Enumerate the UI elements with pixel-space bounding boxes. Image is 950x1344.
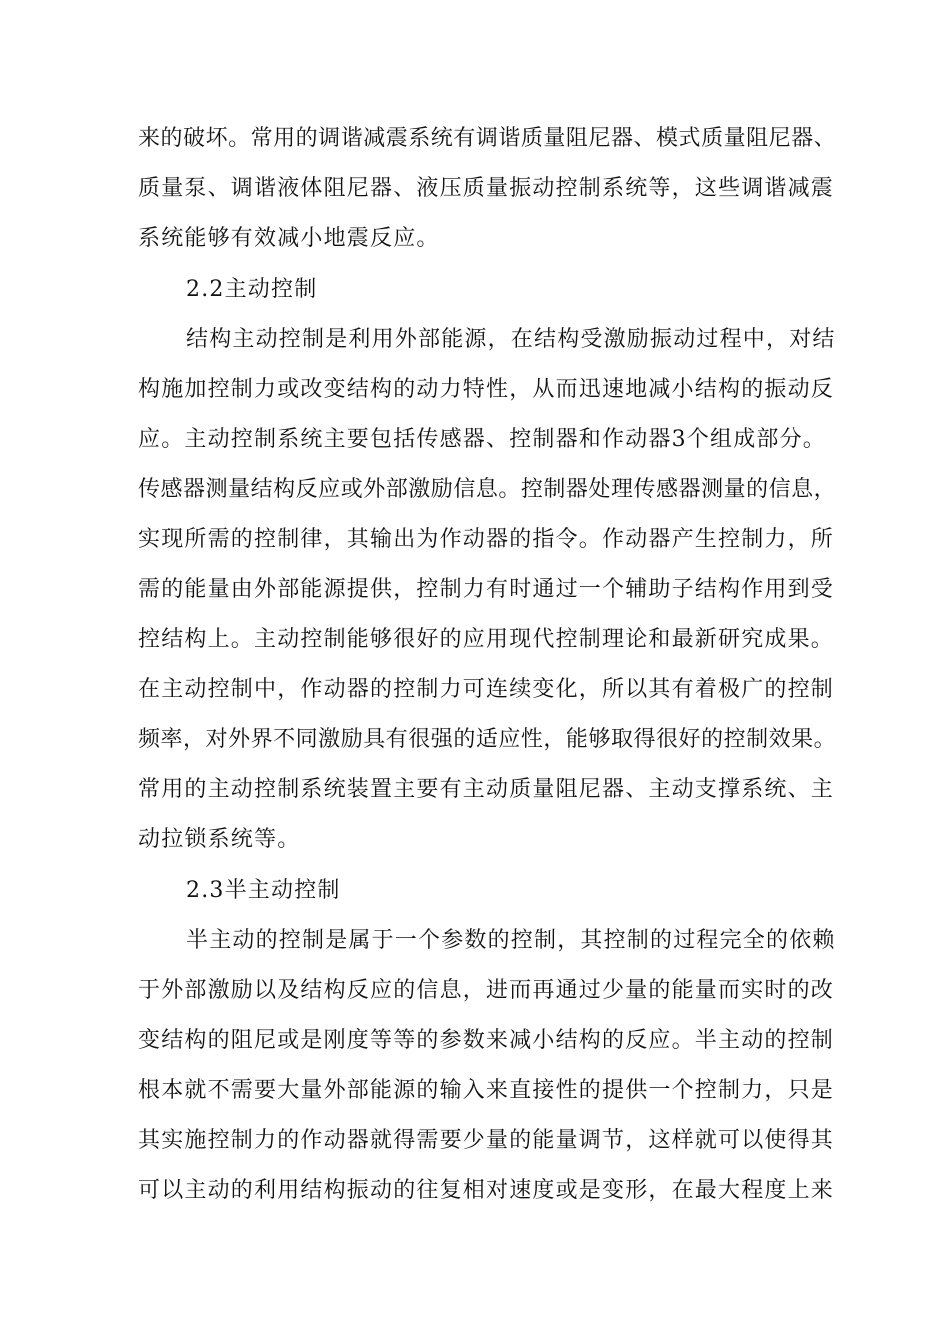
text-line: 其实施控制力的作动器就得需要少量的能量调节，这样就可以使得其 [138,1128,835,1153]
text-line: 控结构上。主动控制能够很好的应用现代控制理论和最新研究成果。 [138,627,835,652]
section-heading-2-3: 2.3半主动控制 [186,878,341,903]
text-line: 应。主动控制系统主要包括传感器、控制器和作动器3个组成部分。 [138,427,826,452]
text-line: 传感器测量结构反应或外部激励信息。控制器处理传感器测量的信息， [138,477,837,502]
text-line: 半主动的控制是属于一个参数的控制，其控制的过程完全的依赖 [186,928,836,953]
text-line: 变结构的阻尼或是刚度等等的参数来减小结构的反应。半主动的控制 [138,1028,835,1053]
text-line: 需的能量由外部能源提供，控制力有时通过一个辅助子结构作用到受 [138,577,835,602]
text-line: 于外部激励以及结构反应的信息，进而再通过少量的能量而实时的改 [138,978,835,1003]
text-line: 质量泵、调谐液体阻尼器、液压质量振动控制系统等，这些调谐减震 [138,176,835,201]
text-line: 动拉锁系统等。 [138,827,301,852]
text-line: 频率，对外界不同激励具有很强的适应性，能够取得很好的控制效果。 [138,727,837,752]
text-line: 可以主动的利用结构振动的往复相对速度或是变形，在最大程度上来 [138,1178,835,1203]
text-line: 构施加控制力或改变结构的动力特性，从而迅速地减小结构的振动反 [138,377,835,402]
text-line: 结构主动控制是利用外部能源，在结构受激励振动过程中，对结 [186,327,836,352]
text-line: 系统能够有效减小地震反应。 [138,226,440,251]
section-heading-2-2: 2.2主动控制 [186,277,318,302]
text-line: 常用的主动控制系统装置主要有主动质量阻尼器、主动支撑系统、主 [138,777,835,802]
text-line: 实现所需的控制律，其输出为作动器的指令。作动器产生控制力，所 [138,527,835,552]
text-line: 在主动控制中，作动器的控制力可连续变化，所以其有着极广的控制 [138,677,835,702]
text-line: 根本就不需要大量外部能源的输入来直接性的提供一个控制力，只是 [138,1078,835,1103]
text-line: 来的破坏。常用的调谐减震系统有调谐质量阻尼器、模式质量阻尼器、 [138,126,837,151]
